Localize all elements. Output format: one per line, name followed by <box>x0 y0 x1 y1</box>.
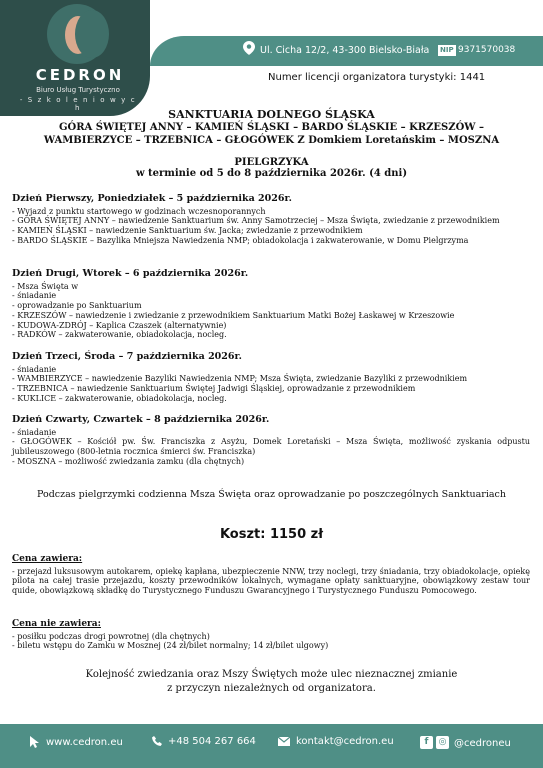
trip-dates: w terminie od 5 do 8 października 2026r. (4 dni) <box>135 168 408 179</box>
list-item: - KUDOWA-ZDRÓJ – Kaplica Czaszek (alternatywnie) <box>12 320 227 330</box>
list-item: - śniadanie <box>12 427 57 437</box>
social-handle[interactable]: @cedroneu <box>454 737 511 749</box>
footer-website[interactable] <box>30 736 123 748</box>
footer <box>0 724 543 768</box>
day-title: Dzień Trzeci, Środa – 7 października 2026r. <box>12 351 242 362</box>
list-item: - KRZESZÓW – nawiedzenie i zwiedzanie z przewodnikiem Sanktuarium Matki Bożej Łaskawej w Krzeszowie <box>12 310 455 320</box>
location-pin-icon <box>243 41 255 55</box>
price-includes-section <box>12 555 530 596</box>
list-item: - śniadanie <box>12 291 57 301</box>
route-line-1: GÓRA ŚWIĘTEJ ANNY – KAMIEŃ ŚLĄSKI – BARDO ŚLĄSKIE – KRZESZÓW – <box>58 122 484 133</box>
company-address: Ul. Cicha 12/2, 43-300 Bielsko-Biała <box>260 45 430 56</box>
list-item: - GÓRA ŚWIĘTEJ ANNY – nawiedzenie Sanktuarium św. Anny Samotrzeciej – Msza Święta, zwiedzanie z przewodnikiem <box>12 216 500 226</box>
list-item: - śniadanie <box>12 364 57 374</box>
list-item: - MOSZNA – możliwość zwiedzania zamku (dla chętnych) <box>12 456 245 466</box>
day-4-section <box>12 415 530 467</box>
instagram-icon[interactable]: ◎ <box>436 736 449 749</box>
document-title: SANKTUARIA DOLNEGO ŚLĄSKA <box>168 108 375 121</box>
day-3-section <box>12 352 530 404</box>
includes-text: - przejazd luksusowym autokarem, opiekę kapłana, ubezpieczenie NNW, trzy noclegi, trzy śniadania, trzy obiadokolacje, opiekę pilota na całej trasie przejazdu, koszty przewodników lokalnych, wymagane opłaty sanktuaryjne, obowiązkowy zestaw tour quide, obowiązkową składkę do Turystycznego Funduszu Gwarancyjnego i Turystycznego Funduszu Pomocowego. <box>12 566 530 596</box>
list-item: - KAMIEŃ ŚLĄSKI – nawiedzenie Sanktuarium św. Jacka; zwiedzanie z przewodnikiem <box>12 226 363 236</box>
phone-number[interactable]: +48 504 267 664 <box>168 736 256 747</box>
list-item: - Wyjazd z punktu startowego w godzinach wczesnoporannych <box>12 206 266 216</box>
cedron-logo-icon <box>47 4 107 64</box>
footer-social[interactable] <box>420 736 511 749</box>
facebook-icon[interactable]: f <box>420 736 433 749</box>
price: Koszt: 1150 zł <box>219 527 324 542</box>
list-item: - RADKÓW – zakwaterowanie, obiadokolacja, nocleg. <box>12 330 227 340</box>
license-number: Numer licencji organizatora turystyki: 1441 <box>268 72 486 83</box>
company-subtitle: Biuro Usług Turystyczno <box>36 86 120 94</box>
list-item: - TRZEBNICA – nawiedzenie Sanktuarium Świętej Jadwigi Śląskiej, oprowadzanie z przewodnikiem <box>12 384 416 394</box>
email-address[interactable]: kontakt@cedron.eu <box>296 736 394 747</box>
day-title: Dzień Drugi, Wtorek – 6 października 2026r. <box>12 268 249 279</box>
section-title: Cena zawiera: <box>12 554 83 564</box>
day-title: Dzień Pierwszy, Poniedziałek – 5 października 2026r. <box>12 193 292 204</box>
email-icon <box>278 737 290 746</box>
footer-phone[interactable] <box>152 736 256 747</box>
list-item: - KUKLICE – zakwaterowanie, obiadokolacja, nocleg. <box>12 393 227 403</box>
nip-label: NIP <box>440 46 454 54</box>
price-excludes-section <box>12 620 530 651</box>
website-link[interactable]: www.cedron.eu <box>46 737 123 748</box>
day-1-section <box>12 194 530 246</box>
phone-icon <box>152 736 162 746</box>
logo-panel <box>0 0 150 116</box>
company-subtitle-2: - S z k o l e n i o w y c h <box>19 96 137 112</box>
list-item: - GŁOGÓWEK – Kościół pw. Św. Franciszka z Asyżu, Domek Loretański – Msza Święta, możliwość zyskania odpustu jubileuszowego (800-letnia rocznica śmierci św. Franciszka) <box>12 437 530 457</box>
list-item: - Msza Święta w <box>12 281 79 291</box>
cursor-icon <box>30 736 40 748</box>
company-name: CEDRON <box>35 66 125 84</box>
route-line-2: WAMBIERZYCE – TRZEBNICA – GŁOGÓWEK Z Domkiem Loretańskim – MOSZNA <box>43 135 500 146</box>
list-item: - oprowadzanie po Sanktuarium <box>12 301 142 311</box>
list-item: - posiłku podczas drogi powrotnej (dla chętnych) <box>12 631 210 641</box>
nip-value: 9371570038 <box>458 45 516 55</box>
list-item: - biletu wstępu do Zamku w Mosznej (24 zł/bilet normalny; 14 zł/bilet ulgowy) <box>12 641 329 651</box>
list-item: - WAMBIERZYCE – nawiedzenie Bazyliki Nawiedzenia NMP; Msza Święta, zwiedzanie Bazyliki z przewodnikiem <box>12 374 468 384</box>
closing-line-1: Kolejność zwiedzania oraz Mszy Świętych może ulec nieznacznej zmianie <box>85 669 458 680</box>
footer-email[interactable] <box>278 736 394 747</box>
day-title: Dzień Czwarty, Czwartek – 8 października 2026r. <box>12 414 270 425</box>
day-2-section <box>12 269 530 340</box>
closing-line-2: z przyczyn niezależnych od organizatora. <box>167 683 376 694</box>
section-title: Cena nie zawiera: <box>12 619 101 629</box>
daily-mass-note: Podczas pielgrzymki codzienna Msza Święta oraz oprowadzanie po poszczególnych Sanktuariach <box>36 489 506 500</box>
trip-type: PIELGRZYKA <box>234 157 309 168</box>
closing-note <box>0 668 543 696</box>
list-item: - BARDO ŚLĄSKIE – Bazylika Mniejsza Nawiedzenia NMP; obiadokolacja i zakwaterowanie, w Domu Pielgrzyma <box>12 235 469 245</box>
